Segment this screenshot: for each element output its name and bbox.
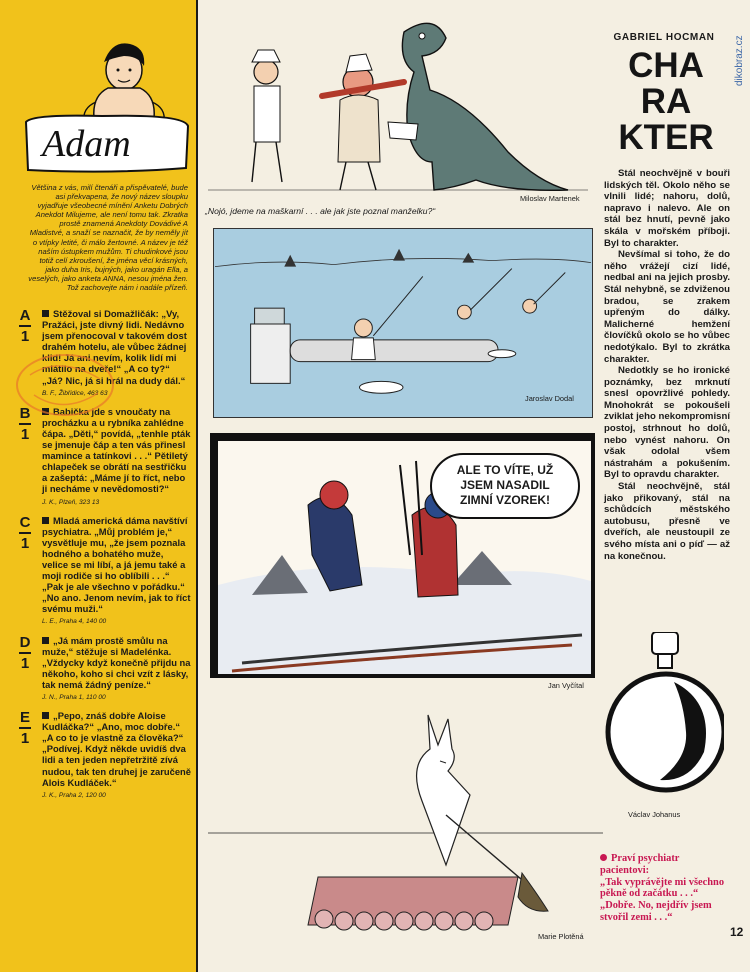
adam-logo-drawing <box>12 18 192 173</box>
cartoon-caption: „Nojó, jdeme na maškarní . . . ale jak jste poznal manželku?“ <box>205 206 436 216</box>
joke-text: Babička jde s vnoučaty na procházku a u rybníka zahlédne čápa. „Děti,“ povídá, „tenhle pták se jmenuje čáp a ten vás přinesl mamince a tatínkovi . . .“ Pětiletý chlapeček se obrátí na sestřičku a zašeptá: „Máme jí to říct, nebo ji necháme v nevědomosti?“ <box>42 405 191 495</box>
joke-b <box>16 406 192 508</box>
joke-text: „Já mám prostě smůlu na muže,“ stěžuje si Madelénka. „Vždycky když konečně přijdu na někoho, koho si chci vzít z lásky, tak nemá žádný peníze.“ <box>42 634 191 690</box>
joke-tag: A 1 <box>19 307 31 345</box>
joke-text: „Pepo, znáš dobře Aloise Kudláčka?“ „Ano, moc dobře.“ „A co to je vlastně za člověka?“ „Podívej. Když někde uvidíš dva lidi a ten jeden nepřetržitě zívá nudou, tak ten druhej je zaručeně Alois Kudláček.“ <box>42 710 191 788</box>
joke-tag: D 1 <box>19 633 31 672</box>
joke-signature: L. E., Praha 4, 140 00 <box>42 618 107 626</box>
article-paragraph: Nedotkly se ho ironické poznámky, bez mrknutí snesl opovržlivé pohledy. Mnohokrát se pokoušeli zviklat jeho nekompromisní postoj, strhnout ho dolů, nebo vynést nahoru. On však odolal všem nástrahám a pokušením. Byl to opravdu charakter. <box>604 365 730 481</box>
article-title: CHA RA KTER <box>618 46 714 157</box>
article-author: GABRIEL HOCMAN <box>613 32 715 43</box>
joke-text: Stěžoval si Domažličák: „Vy, Pražáci, jste divný lidi. Nedávno jsem přenocoval v takovém dost drahém hotelu, ale vůbec žádnej klid! Já ani nevím, kolik lidí mi mlátilo na dveře!“ „A co ty?“ „Já? Nic, já si hrál na dudy dál.“ <box>42 308 187 386</box>
cartoon-devil-raft <box>208 705 603 945</box>
joke-text: Mladá americká dáma navštíví psychiatra. „Můj problém je,“ vysvětluje mu, „že jsem poznala hodného a bohatého muže, velice se mi líbí, a já jemu také a moji rodiče si ho oblíbili . . .“ „Pak je ale všechno v pořádku.“ „No ano. Jenom nevím, jak to říct svému muži.“ <box>42 514 191 615</box>
joke-tag: B 1 <box>19 404 31 443</box>
anna-column <box>0 0 198 972</box>
cartoon-masquerade <box>208 12 588 200</box>
cartoon-credit: Jaroslav Dodal <box>525 394 574 403</box>
psychiatrist-joke: Praví psychiatr pacientovi: „Tak vyprávějte mi všechno pěkně od začátku . . .“ „Dobře. No, nejdřív jsem stvořil zemi . . .“ <box>600 853 725 923</box>
joke-signature: B. F., Žibřidice, 463 63 <box>42 389 108 397</box>
joke-signature: J. K., Praha 2, 120 00 <box>42 791 106 799</box>
watermark: dikobraz.cz <box>734 35 745 86</box>
cartoon-credit: Václav Johanus <box>628 810 681 819</box>
page-number: 12 <box>730 925 744 939</box>
joke-list <box>16 308 192 808</box>
stopwatch-drawing <box>604 632 724 812</box>
article-paragraph: Stál neochvějně v bouři lidských těl. Okolo něho se vlnili lidé; nahoru, dolů, napravo i nalevo. Ale on stál bez hnutí, pevně jako skála v mořském příboji. Byl to charakter. <box>604 168 730 249</box>
column-intro: Většina z vás, milí čtenáři a přispěvatelé, bude asi překvapena, že nový název sloupku vyjadřuje všeobecné mínění Anketu Dobrých Anekdot Milujeme, ale není tomu tak. Zkratka prostě znamená Anekdoty Dovádivé A Mladistvé, a snaží se naznačit, že by neměly jít o vtípky letité, či málo žertovné. A název je též naším ústupkem mužům. Ti chudinkové jsou totiž celí zkroušení, že jména věcí krásných, jako duha Iris, bujných, jako uragán Ella, a veselých, jako anketa ANNA, nesou jména žen. Tož zachovejte nám i nadále přízeň. <box>28 183 188 293</box>
joke-signature: J. K., Plzeň, 323 13 <box>42 498 100 506</box>
joke-signature: J. N., Praha 1, 110 00 <box>42 694 106 701</box>
bullet-icon <box>42 408 49 415</box>
svg-text:Adam: Adam <box>42 123 131 165</box>
article-paragraph: Nevšímal si toho, že do něho vrážejí cizí lidé, nedbal ani na jejich prosby. Stál nehybně, se zdviženou bradou, se zrakem upřeným do dálky. Malicherné hemžení človíčků okolo se ho vůbec nedotýkalo. Byl to zkrátka charakter. <box>604 249 730 365</box>
joke-e <box>16 710 192 801</box>
cartoon-credit: Miloslav Martenek <box>520 194 580 203</box>
cartoon-skiers <box>210 433 595 678</box>
joke-tag: E 1 <box>19 709 30 748</box>
log-raft <box>308 877 518 930</box>
joke-tag: C 1 <box>19 513 31 552</box>
bullet-icon <box>42 637 49 644</box>
cartoon-ice-fishing <box>213 228 593 418</box>
speech-bubble: ALE TO VÍTE, UŽ JSEM NASADIL ZIMNÍ VZOREK! <box>430 453 580 519</box>
cartoon-credit: Marie Plotěná <box>538 932 584 941</box>
bullet-icon <box>42 310 49 317</box>
cartoon-credit: Jan Vyčítal <box>548 681 584 690</box>
bullet-icon <box>600 854 607 861</box>
article-body <box>604 168 730 562</box>
bullet-icon <box>42 517 49 524</box>
joke-c <box>16 515 192 628</box>
joke-a <box>16 308 192 399</box>
article-paragraph: Stál neochvějně, stál jako přikovaný, stál na schůdcích městského autobusu, přesně ve dveřích, ale neustoupil ze svého místa ani o píď — až na konečnou. <box>604 481 730 562</box>
bullet-icon <box>42 712 49 719</box>
joke-d <box>16 635 192 704</box>
